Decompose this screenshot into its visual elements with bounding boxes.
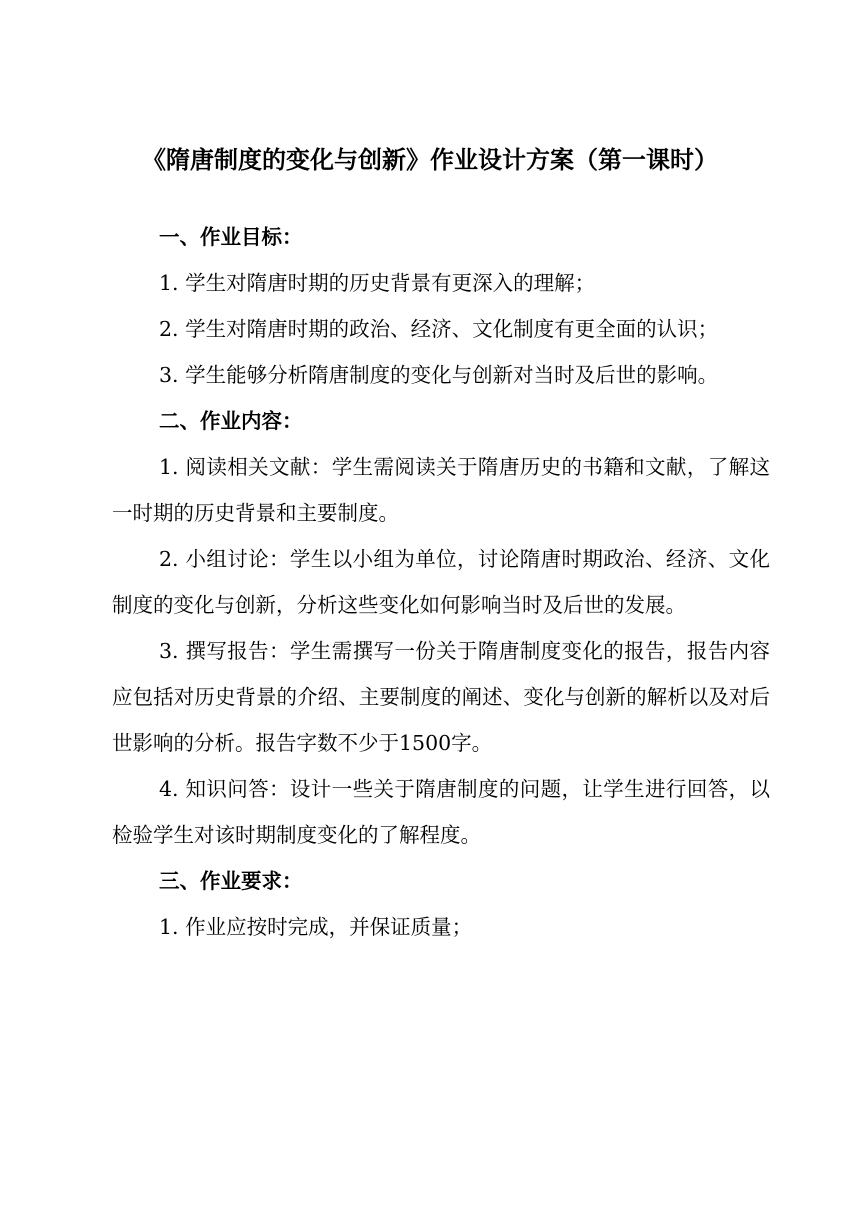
paragraph: 1. 学生对隋唐时期的历史背景有更深入的理解；: [159, 271, 596, 295]
document-body: [112, 214, 770, 950]
paragraph: 3. 撰写报告：学生需撰写一份关于隋唐制度变化的报告，报告内容应包括对历史背景的介绍、主要制度的阐述、变化与创新的解析以及对后世影响的分析。报告字数不少于1500字。: [112, 639, 770, 755]
section-heading-content: 二、作业内容：: [159, 409, 303, 433]
paragraph: 4. 知识问答：设计一些关于隋唐制度的问题，让学生进行回答，以检验学生对该时期制度变化的了解程度。: [112, 777, 770, 847]
paragraph: 1. 阅读相关文献：学生需阅读关于隋唐历史的书籍和文献，了解这一时期的历史背景和主要制度。: [112, 455, 770, 525]
paragraph: 2. 学生对隋唐时期的政治、经济、文化制度有更全面的认识；: [159, 317, 719, 341]
paragraph: 3. 学生能够分析隋唐制度的变化与创新对当时及后世的影响。: [159, 363, 719, 387]
section-heading-objectives: 一、作业目标：: [159, 225, 303, 249]
paragraph: 1. 作业应按时完成，并保证质量；: [159, 915, 473, 939]
paragraph: 2. 小组讨论：学生以小组为单位，讨论隋唐时期政治、经济、文化制度的变化与创新，分析这些变化如何影响当时及后世的发展。: [112, 547, 770, 617]
section-heading-requirements: 三、作业要求：: [159, 869, 303, 893]
document-title: 《隋唐制度的变化与创新》作业设计方案（第一课时）: [142, 145, 718, 174]
